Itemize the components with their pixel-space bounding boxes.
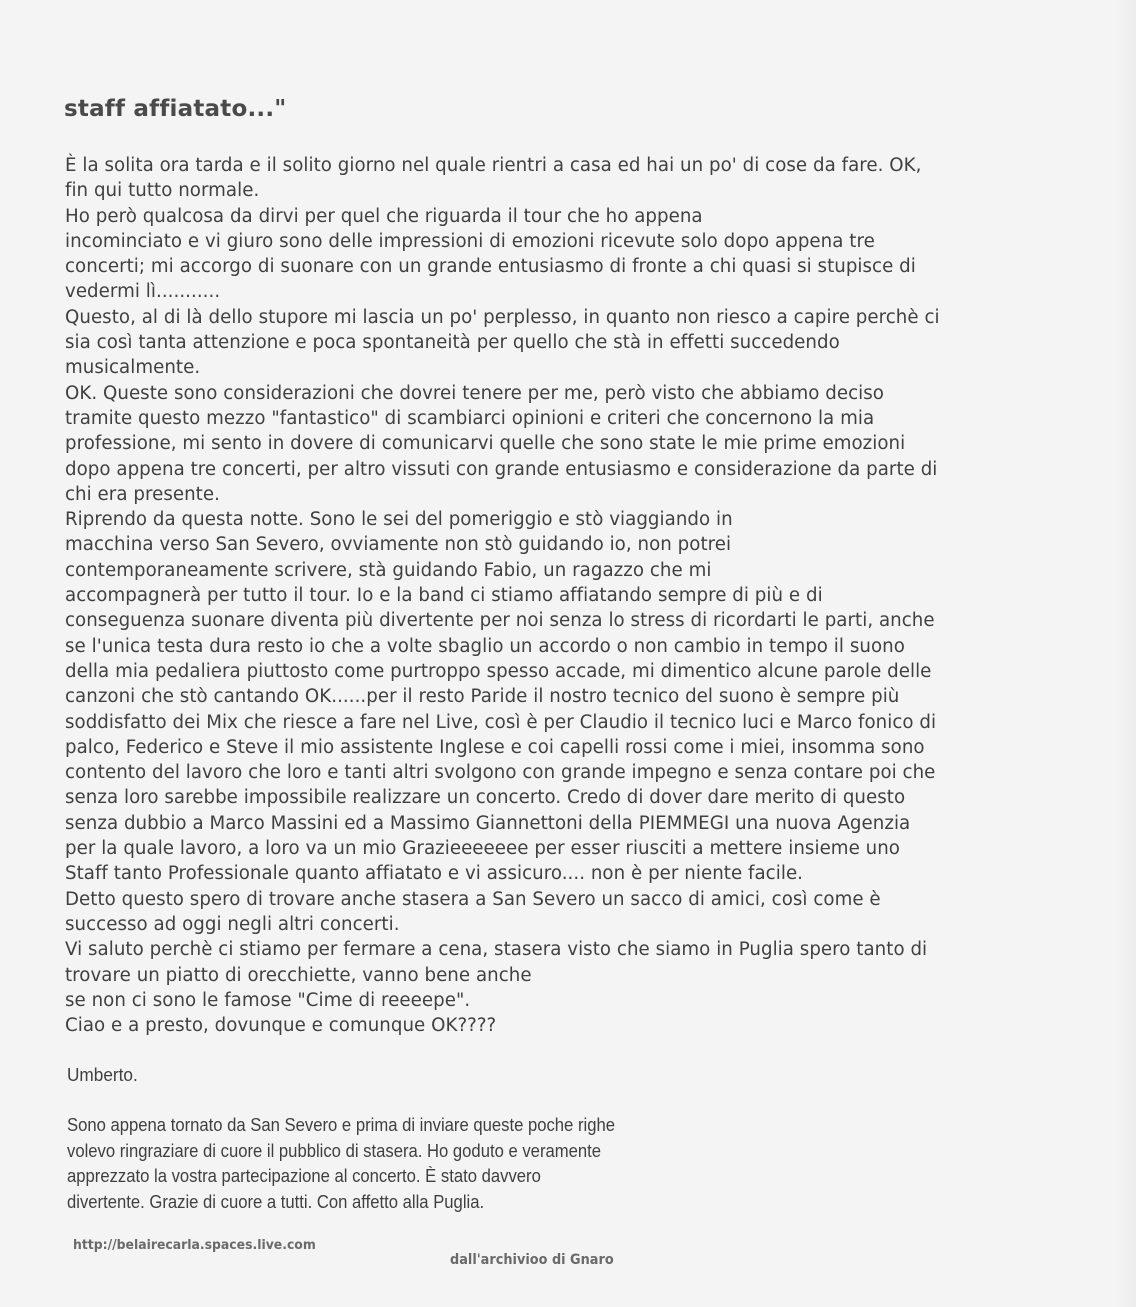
postscript bbox=[67, 1112, 615, 1214]
body-line: incominciato e vi giuro sono delle impressioni di emozioni ricevute solo dopo appena tre bbox=[65, 230, 875, 252]
body-line: concerti; mi accorgo di suonare con un grande entusiasmo di fronte a chi quasi si stupisce di bbox=[65, 256, 916, 278]
body-line: musicalmente. bbox=[65, 357, 201, 379]
body-line: fin qui tutto normale. bbox=[65, 180, 260, 202]
body-line: Riprendo da questa notte. Sono le sei del pomeriggio e stò viaggiando in bbox=[65, 509, 733, 531]
body-line: se non ci sono le famose "Cime di reeeepe". bbox=[65, 989, 471, 1011]
body-line: conseguenza suonare diventa più divertente per noi senza lo stress di ricordarti le parti, anche bbox=[65, 610, 935, 632]
postscript-line: divertente. Grazie di cuore a tutti. Con affetto alla Puglia. bbox=[67, 1190, 485, 1212]
body-line: successo ad oggi negli altri concerti. bbox=[65, 913, 400, 935]
body-line: Staff tanto Professionale quanto affiatato e vi assicuro.... non è per niente facile. bbox=[65, 863, 804, 885]
body-line: È la solita ora tarda e il solito giorno nel quale rientri a casa ed hai un po' di cose da fare. OK, bbox=[65, 155, 922, 176]
article-body bbox=[65, 153, 1095, 1038]
body-line: dopo appena tre concerti, per altro vissuti con grande entusiasmo e considerazione da parte di bbox=[65, 458, 938, 480]
signature: Umberto. bbox=[67, 1064, 138, 1085]
body-line: canzoni che stò cantando OK......per il resto Paride il nostro tecnico del suono è sempre più bbox=[65, 686, 900, 708]
body-line: professione, mi sento in dovere di comunicarvi quelle che sono state le mie prime emozioni bbox=[65, 433, 906, 455]
body-line: Ciao e a presto, dovunque e comunque OK???? bbox=[65, 1015, 497, 1037]
body-line: contemporaneamente scrivere, stà guidando Fabio, un ragazzo che mi bbox=[65, 559, 712, 581]
body-line: trovare un piatto di orecchiette, vanno bene anche bbox=[65, 964, 532, 986]
page-edge bbox=[1114, 0, 1136, 1307]
footer-archive-credit: dall'archivioo di Gnaro bbox=[450, 1252, 614, 1268]
body-line: soddisfatto dei Mix che riesce a fare nel Live, così è per Claudio il tecnico luci e Marco fonico di bbox=[65, 711, 937, 733]
body-line: palco, Federico e Steve il mio assistente Inglese e coi capelli rossi come i miei, insomma sono bbox=[65, 736, 925, 758]
article-title: staff affiatato..." bbox=[64, 96, 287, 122]
body-line: della mia pedaliera piuttosto come purtroppo spesso accade, mi dimentico alcune parole delle bbox=[65, 660, 932, 682]
body-line: senza dubbio a Marco Massini ed a Massimo Giannettoni della PIEMMEGI una nuova Agenzia bbox=[65, 812, 911, 834]
body-line: senza loro sarebbe impossibile realizzare un concerto. Credo di dover dare merito di questo bbox=[65, 787, 906, 809]
postscript-line: Sono appena tornato da San Severo e prima di inviare queste poche righe bbox=[67, 1114, 615, 1135]
body-line: OK. Queste sono considerazioni che dovrei tenere per me, però visto che abbiamo deciso bbox=[65, 382, 884, 404]
body-line: vedermi lì........... bbox=[65, 281, 221, 303]
footer-source-url: http://belairecarla.spaces.live.com bbox=[73, 1237, 316, 1253]
body-line: per la quale lavoro, a loro va un mio Grazieeeeeee per esser riusciti a mettere insieme uno bbox=[65, 838, 900, 860]
body-line: Vi saluto perchè ci stiamo per fermare a cena, stasera visto che siamo in Puglia spero tanto di bbox=[65, 939, 928, 961]
body-line: tramite questo mezzo "fantastico" di scambiarci opinioni e criteri che concernono la mia bbox=[65, 407, 875, 429]
body-line: sia così tanta attenzione e poca spontaneità per quello che stà in effetti succedendo bbox=[65, 332, 840, 354]
postscript-line: volevo ringraziare di cuore il pubblico di stasera. Ho goduto e veramente bbox=[67, 1139, 602, 1161]
body-line: chi era presente. bbox=[65, 483, 220, 505]
body-line: accompagnerà per tutto il tour. Io e la band ci stiamo affiatando sempre di più e di bbox=[65, 585, 823, 607]
body-line: Ho però qualcosa da dirvi per quel che riguarda il tour che ho appena bbox=[65, 205, 703, 227]
body-line: contento del lavoro che loro e tanti altri svolgono con grande impegno e senza contare poi che bbox=[65, 762, 936, 784]
body-line: Detto questo spero di trovare anche stasera a San Severo un sacco di amici, così come è bbox=[65, 888, 881, 910]
postscript-line: apprezzato la vostra partecipazione al concerto. È stato davvero bbox=[67, 1165, 541, 1186]
body-line: macchina verso San Severo, ovviamente non stò guidando io, non potrei bbox=[65, 534, 732, 556]
body-line: se l'unica testa dura resto io che a volte sbaglio un accordo o non cambio in tempo il suono bbox=[65, 635, 905, 657]
body-line: Questo, al di là dello stupore mi lascia un po' perplesso, in quanto non riesco a capire perchè ci bbox=[65, 306, 940, 328]
